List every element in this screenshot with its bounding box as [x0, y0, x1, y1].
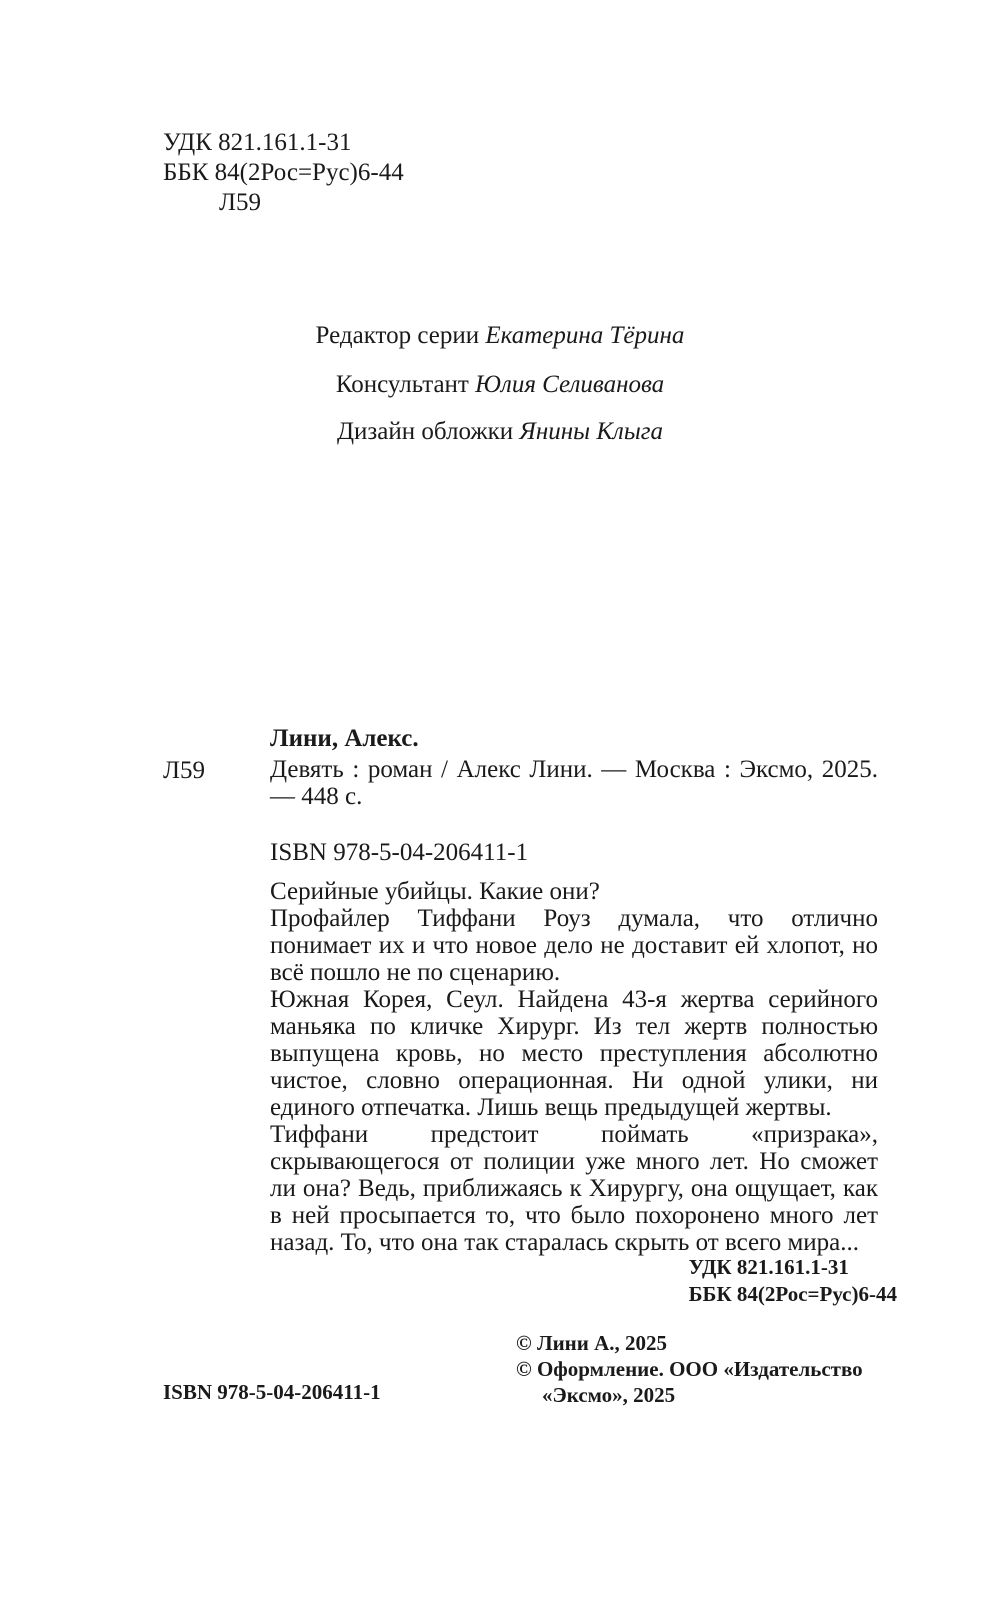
annotation-paragraph: Южная Корея, Сеул. Найдена 43-я жертва серийного маньяка по кличке Хирург. Из тел жертв полностью выпущена кровь, но место преступления абсолютно чистое, словно операционная. Ни одной улики, ни единого отпечатка. Лишь вещь предыдущей жертвы.	[270, 986, 878, 1121]
annotation-paragraph: Тиффани предстоит поймать «призрака», скрывающегося от полиции уже много лет. Но сможет ли она? Ведь, приближаясь к Хирургу, она ощущает, как в ней просыпается то, что было похоронено много лет назад. То, что она так старалась скрыть от всего мира...	[270, 1121, 878, 1256]
credit-consultant	[0, 370, 1000, 400]
udk-code: УДК 821.161.1-31	[163, 129, 352, 156]
annotation-paragraph: Профайлер Тиффани Роуз думала, что отлично понимает их и что новое дело не доставит ей хлопот, но всё пошло не по сценарию.	[270, 905, 878, 986]
credit-person: Янины Клыга	[519, 418, 664, 445]
title-line: Девять : роман / Алекс Лини. — Москва : Эксмо, 2025. — 448 с.	[270, 756, 878, 810]
credit-role: Редактор серии	[315, 322, 480, 349]
copyright-author: © Лини А., 2025	[516, 1331, 668, 1355]
credit-role: Дизайн обложки	[336, 418, 514, 445]
title-statement	[270, 756, 878, 810]
author-heading: Лини, Алекс.	[270, 725, 419, 752]
copyright-design: © Оформление. ООО «Издательство	[516, 1357, 863, 1381]
record-classification	[689, 1254, 897, 1308]
credit-series-editor	[0, 321, 1000, 351]
record-isbn: ISBN 978-5-04-206411-1	[270, 839, 529, 866]
credit-role: Консультант	[335, 371, 469, 398]
credit-person: Екатерина Тёрина	[485, 322, 685, 349]
isbn-bottom: ISBN 978-5-04-206411-1	[163, 1380, 381, 1404]
annotation-paragraph: Серийные убийцы. Какие они?	[270, 878, 600, 905]
copyright-design-cont: «Эксмо», 2025	[542, 1383, 676, 1407]
credit-person: Юлия Селиванова	[475, 371, 665, 398]
record-udk: УДК 821.161.1-31	[688, 1255, 849, 1279]
classification-block	[163, 128, 404, 218]
record-author-sign: Л59	[163, 757, 205, 784]
annotation	[270, 878, 878, 1256]
credit-cover-design	[0, 417, 1000, 447]
record-bbk: ББК 84(2Рос=Рус)6-44	[688, 1282, 897, 1306]
author-sign: Л59	[219, 189, 261, 216]
copyright-block	[516, 1330, 863, 1408]
bbk-code: ББК 84(2Рос=Рус)6-44	[163, 159, 404, 186]
